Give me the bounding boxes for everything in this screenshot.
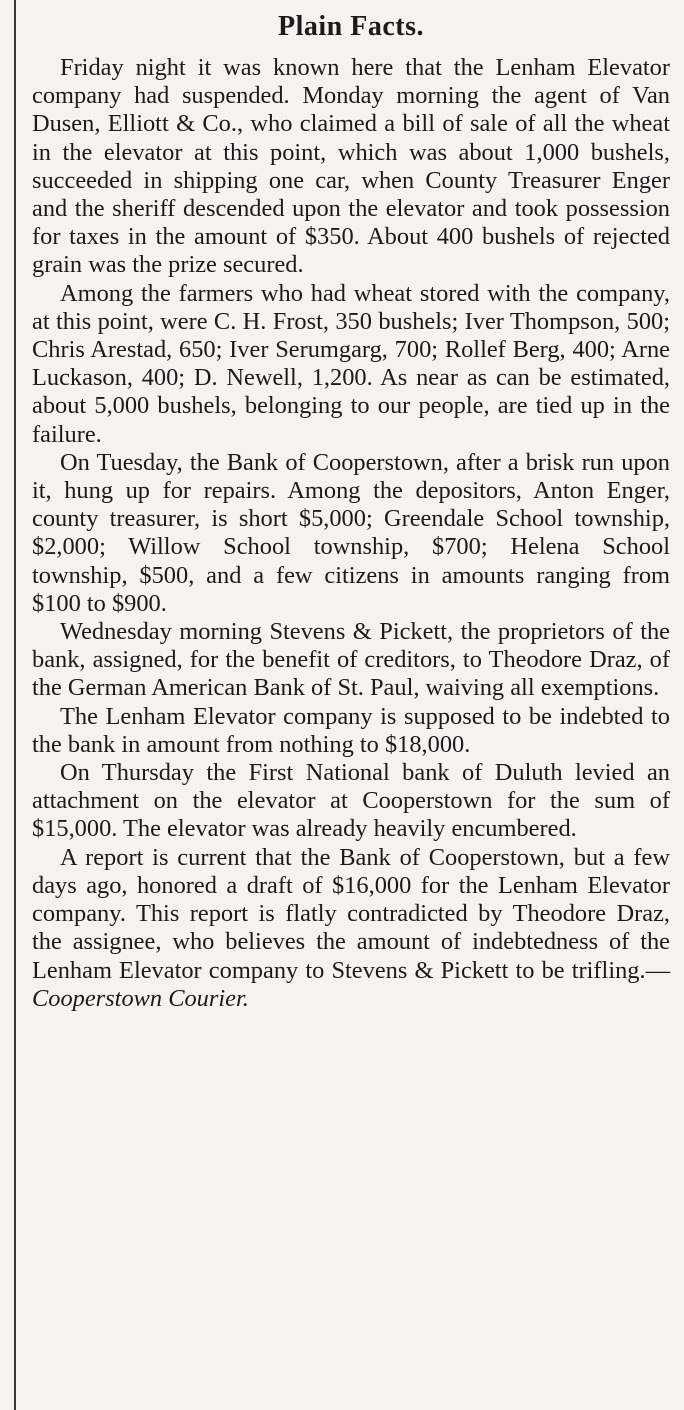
paragraph-3: On Tuesday, the Bank of Cooperstown, after a brisk run upon it, hung up for repairs. Among the depositors, Anton Enger, county treasurer, is short $5,000; Greendale School township, $2,000; Willow School township, $700; Helena School township, $500, and a few citizens in amounts ranging from $100 to $900. (32, 448, 670, 617)
paragraph-7-text: A report is current that the Bank of Cooperstown, but a few days ago, honored a draft of $16,000 for the Lenham Elevator company. This report is flatly contradicted by Theodore Draz, the assignee, who believes the amount of indebtedness of the Lenham Elevator company to Stevens & Pickett to be trifling.— (32, 843, 670, 984)
paragraph-7 (32, 844, 670, 1013)
paragraph-5: The Lenham Elevator company is supposed to be indebted to the bank in amount from nothing to $18,000. (32, 702, 670, 758)
paragraph-1: Friday night it was known here that the Lenham Elevator company had suspended. Monday morning the agent of Van Dusen, Elliott & Co., who claimed a bill of sale of all the wheat in the elevator at this point, which was about 1,000 bushels, succeeded in shipping one car, when County Treasurer Enger and the sheriff descended upon the elevator and took possession for taxes in the amount of $350. About 400 bushels of rejected grain was the prize secured. (32, 54, 670, 279)
paragraph-4: Wednesday morning Stevens & Pickett, the proprietors of the bank, assigned, for the benefit of creditors, to Theodore Draz, of the German American Bank of St. Paul, waiving all exemptions. (32, 618, 670, 702)
article-column (32, 10, 670, 1013)
source-credit: Cooperstown Courier. (32, 984, 249, 1012)
paragraph-6: On Thursday the First National bank of Duluth levied an attachment on the elevator at Cooperstown for the sum of $15,000. The elevator was already heavily encumbered. (32, 759, 670, 843)
paragraph-2: Among the farmers who had wheat stored with the company, at this point, were C. H. Frost, 350 bushels; Iver Thompson, 500; Chris Arestad, 650; Iver Serumgarg, 700; Rollef Berg, 400; Arne Luckason, 400; D. Newell, 1,200. As near as can be estimated, about 5,000 bushels, belonging to our people, are tied up in the failure. (32, 279, 670, 448)
column-rule (14, 0, 16, 1410)
article-headline: Plain Facts. (278, 11, 424, 42)
